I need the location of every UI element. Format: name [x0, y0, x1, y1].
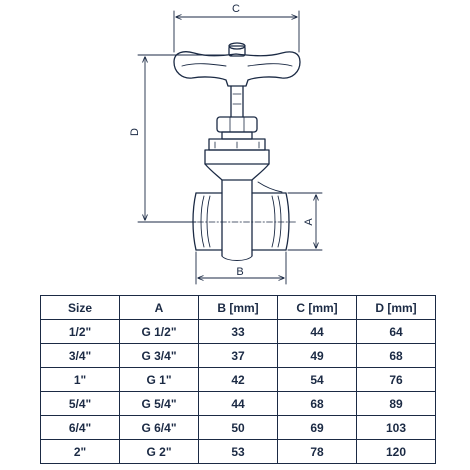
cell-d: 68 [357, 344, 436, 368]
cell-d: 64 [357, 320, 436, 344]
header-d: D [mm] [357, 296, 436, 320]
label-b: B [236, 266, 244, 278]
cell-a: G 3/4" [120, 344, 199, 368]
cell-size: 1" [41, 368, 120, 392]
cell-b: 37 [199, 344, 278, 368]
cell-a: G 1" [120, 368, 199, 392]
cell-b: 33 [199, 320, 278, 344]
cell-size: 3/4" [41, 344, 120, 368]
cell-d: 89 [357, 392, 436, 416]
cell-size: 6/4" [41, 416, 120, 440]
cell-d: 103 [357, 416, 436, 440]
header-c: C [mm] [278, 296, 357, 320]
cell-a: G 5/4" [120, 392, 199, 416]
table-row [41, 368, 436, 392]
cell-a: G 1/2" [120, 320, 199, 344]
dimensions-table [40, 295, 436, 464]
cell-a: G 6/4" [120, 416, 199, 440]
header-a: A [120, 296, 199, 320]
cell-size: 1/2" [41, 320, 120, 344]
cell-d: 120 [357, 440, 436, 464]
valve-stem [231, 86, 243, 117]
cell-d: 76 [357, 368, 436, 392]
cell-b: 42 [199, 368, 278, 392]
cell-c: 69 [278, 416, 357, 440]
table-header-row [41, 296, 436, 320]
cell-a: G 2" [120, 440, 199, 464]
table-row [41, 416, 436, 440]
table-row [41, 320, 436, 344]
header-size: Size [41, 296, 120, 320]
cell-b: 53 [199, 440, 278, 464]
handwheel [174, 43, 300, 86]
label-c: C [232, 3, 240, 15]
label-a: A [303, 218, 315, 226]
table-row [41, 344, 436, 368]
cell-c: 44 [278, 320, 357, 344]
table-row [41, 392, 436, 416]
bonnet [205, 139, 269, 180]
cell-size: 5/4" [41, 392, 120, 416]
cell-size: 2" [41, 440, 120, 464]
cell-c: 68 [278, 392, 357, 416]
valve-body [193, 180, 289, 261]
cell-c: 49 [278, 344, 357, 368]
header-b: B [mm] [199, 296, 278, 320]
label-d: D [129, 128, 141, 136]
cell-c: 54 [278, 368, 357, 392]
packing-nut [217, 117, 257, 139]
table-row [41, 440, 436, 464]
cell-b: 50 [199, 416, 278, 440]
cell-b: 44 [199, 392, 278, 416]
cell-c: 78 [278, 440, 357, 464]
